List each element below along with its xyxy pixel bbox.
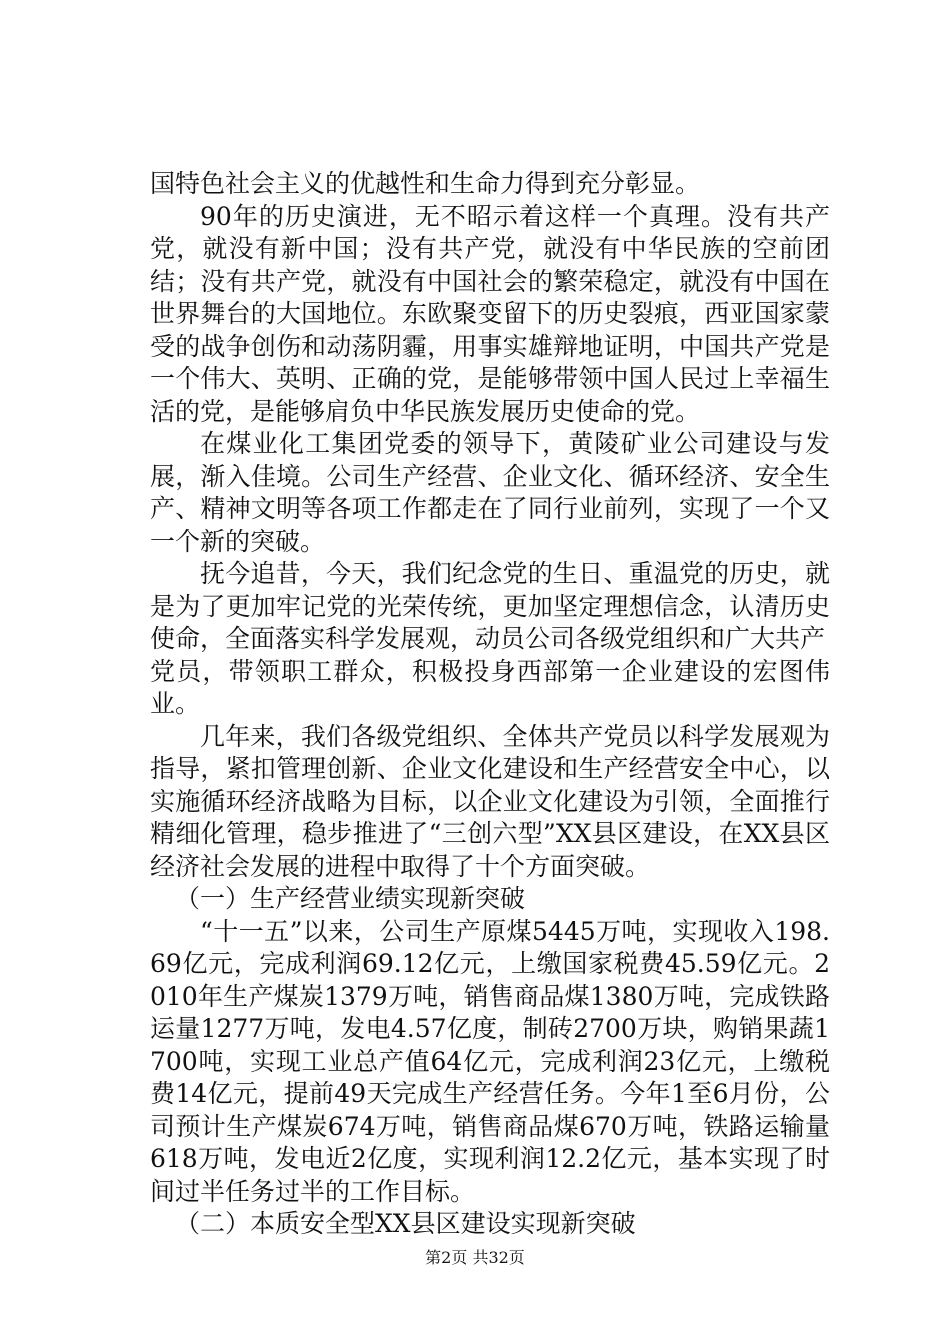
paragraph-historical-truth: 90年的历史演进，无不昭示着这样一个真理。没有共产党，就没有新中国；没有共产党，就没有中华民族的空前团结；没有共产党，就没有中国社会的繁荣稳定，就没有中国在世界舞台的大国地位。东欧聚变留下的历史裂痕，西亚国家蒙受的战争创伤和动荡阴霾，用事实雄辩地证明，中国共产党是一个伟大、英明、正确的党，是能够带领中国人民过上幸福生活的党，是能够肩负中华民族发展历史使命的党。 xyxy=(150,201,830,426)
paragraph-ten-breakthroughs: 几年来，我们各级党组织、全体共产党员以科学发展观为指导，紧扣管理创新、企业文化建设和生产经营安全中心，以实施循环经济战略为目标，以企业文化建设为引领，全面推行精细化管理，稳步推进了“三创六型”XX县区建设，在XX县区经济社会发展的进程中取得了十个方面突破。 xyxy=(150,721,830,881)
section-heading-safety: （二）本质安全型XX县区建设实现新突破 xyxy=(175,1209,636,1238)
paragraph-continuation: 国特色社会主义的优越性和生命力得到充分彰显。 xyxy=(150,169,701,198)
paragraph-company-development: 在煤业化工集团党委的领导下，黄陵矿业公司建设与发展，渐入佳境。公司生产经营、企业文化、循环经济、安全生产、精神文明等各项工作都走在了同行业前列，实现了一个又一个新的突破。 xyxy=(150,429,830,556)
paragraph-commemoration-continued: 党员，带领职工群众，积极投身西部第一企业建设的宏图伟业。 xyxy=(150,656,830,718)
paragraph-production-figures: “十一五”以来，公司生产原煤5445万吨，实现收入198.69亿元，完成利润69.12亿元，上缴国家税费45.59亿元。2010年生产煤炭1379万吨，销售商品煤1380万吨，完成铁路运量1277万吨，发电4.57亿度，制砖2700万块，购销果蔬1700吨，实现工业总产值64亿元，完成利润23亿元，上缴税费14亿元，提前49天完成生产经营任务。今年1至6月份，公司预计生产煤炭674万吨，销售商品煤670万吨，铁路运输量618万吨，发电近2亿度，实现利润12.2亿元，基本实现了时间过半任务过半的工作目标。 xyxy=(150,916,830,1206)
paragraph-commemoration: 抚今追昔，今天，我们纪念党的生日、重温党的历史，就是为了更加牢记党的光荣传统，更加坚定理想信念，认清历史使命，全面落实科学发展观，动员公司各级党组织和广大共产 xyxy=(150,559,830,653)
document-body xyxy=(150,168,830,1241)
section-heading-production: （一）生产经营业绩实现新突破 xyxy=(175,884,526,913)
page-footer: 第2页 共32页 xyxy=(425,1248,525,1267)
